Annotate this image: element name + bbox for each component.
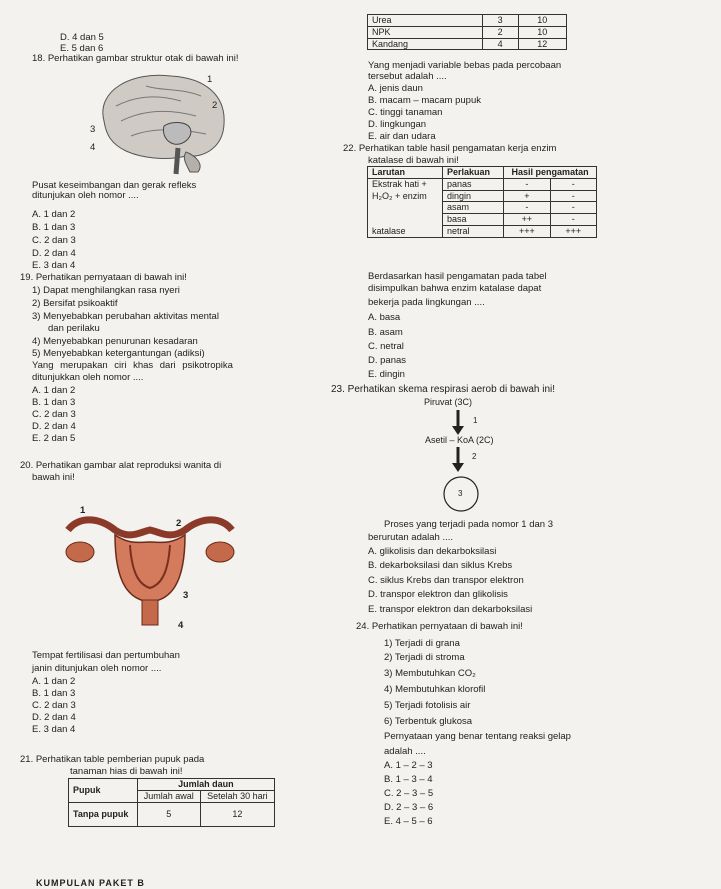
- enzyme-perlakuan-netral: netral: [442, 225, 503, 237]
- q24-stem: 24. Perhatikan pernyataan di bawah ini!: [356, 621, 523, 632]
- q24-option-b[interactable]: B. 1 – 3 – 4: [384, 774, 433, 785]
- q19-option-c[interactable]: C. 2 dan 3: [32, 409, 76, 420]
- q24-item-1: 1) Terjadi di grana: [384, 638, 460, 649]
- q17-option-e[interactable]: E. 5 dan 6: [60, 43, 104, 54]
- q20-option-e[interactable]: E. 3 dan 4: [32, 724, 76, 735]
- q23-option-c[interactable]: C. siklus Krebs dan transpor elektron: [368, 575, 524, 586]
- brain-label-3: 3: [90, 124, 96, 135]
- uterus-label-1: 1: [80, 505, 86, 516]
- q24-question-line2: adalah ....: [384, 746, 426, 757]
- q23-option-e[interactable]: E. transpor elektron dan dekarboksilasi: [368, 604, 533, 615]
- q21-option-d[interactable]: D. lingkungan: [368, 119, 427, 130]
- q20-option-d[interactable]: D. 2 dan 4: [32, 712, 76, 723]
- q23-option-b[interactable]: B. dekarboksilasi dan siklus Krebs: [368, 560, 513, 571]
- q21-option-a[interactable]: A. jenis daun: [368, 83, 423, 94]
- brain-label-1: 1: [207, 74, 213, 85]
- enzyme-perlakuan-asam: asam: [442, 202, 503, 214]
- enzyme-hasil-basa-2: -: [550, 214, 596, 226]
- q20-stem-line1: 20. Perhatikan gambar alat reproduksi wanita di: [20, 460, 222, 471]
- q19-stem: 19. Perhatikan pernyataan di bawah ini!: [20, 272, 187, 283]
- enzyme-hasil-panas-1: -: [504, 178, 550, 190]
- q24-option-a[interactable]: A. 1 – 2 – 3: [384, 760, 433, 771]
- q19-option-b[interactable]: B. 1 dan 3: [32, 397, 76, 408]
- q18-question-line2: ditunjukan oleh nomor ....: [32, 190, 139, 201]
- q22-stem-line2: katalase di bawah ini!: [368, 155, 459, 166]
- q21-option-c[interactable]: C. tinggi tanaman: [368, 107, 443, 118]
- enzyme-hasil-basa-1: ++: [504, 214, 550, 226]
- q22-option-c[interactable]: C. netral: [368, 341, 404, 352]
- q19-question-line1: Yang merupakan ciri khas dari psikotropika: [32, 360, 233, 371]
- fert-row-kandang-awal: 4: [482, 38, 518, 50]
- q19-item-5: 5) Menyebabkan ketergantungan (adiksi): [32, 348, 205, 359]
- q19-item-1: 1) Dapat menghilangkan rasa nyeri: [32, 285, 180, 296]
- q18-option-c[interactable]: C. 2 dan 3: [32, 235, 76, 246]
- fert-row-npk-setelah: 10: [518, 26, 566, 38]
- brain-label-2: 2: [212, 100, 218, 111]
- enzyme-hasil-panas-2: -: [550, 178, 596, 190]
- q23-option-d[interactable]: D. transpor elektron dan glikolisis: [368, 589, 508, 600]
- scheme-label-3: 3: [458, 489, 463, 498]
- q22-stem-line1: 22. Perhatikan table hasil pengamatan kerja enzim: [343, 143, 557, 154]
- enzyme-larutan-5: katalase: [368, 225, 443, 237]
- enzyme-hasil-asam-1: -: [504, 202, 550, 214]
- q22-question-line1: Berdasarkan hasil pengamatan pada tabel: [368, 271, 547, 282]
- fert-row-urea-awal: 3: [482, 15, 518, 27]
- q18-question-line1: Pusat keseimbangan dan gerak refleks: [32, 180, 197, 191]
- q18-option-e[interactable]: E. 3 dan 4: [32, 260, 76, 271]
- q20-option-c[interactable]: C. 2 dan 3: [32, 700, 76, 711]
- enzyme-larutan-2: H₂O₂ + enzim: [368, 190, 443, 202]
- q20-stem-line2: bawah ini!: [32, 472, 75, 483]
- enzyme-perlakuan-panas: panas: [442, 178, 503, 190]
- enzyme-header-hasil: Hasil pengamatan: [504, 167, 597, 179]
- q20-option-a[interactable]: A. 1 dan 2: [32, 676, 76, 687]
- footer-label: KUMPULAN PAKET B: [36, 878, 145, 888]
- q19-item-4: 4) Menyebabkan penurunan kesadaran: [32, 336, 198, 347]
- enzyme-hasil-netral-1: +++: [504, 225, 550, 237]
- fert-header-setelah-30: Setelah 30 hari: [200, 790, 274, 802]
- fert-row-kandang-label: Kandang: [368, 38, 483, 50]
- q19-question-line2: ditunjukkan oleh nomor ....: [32, 372, 144, 383]
- uterus-figure: [60, 490, 240, 630]
- q24-item-4: 4) Membutuhkan klorofil: [384, 684, 486, 695]
- scheme-arrow-2: [452, 447, 464, 473]
- fert-row-urea-label: Urea: [368, 15, 483, 27]
- enzyme-hasil-dingin-1: +: [504, 190, 550, 202]
- enzyme-hasil-asam-2: -: [550, 202, 596, 214]
- q22-option-d[interactable]: D. panas: [368, 355, 407, 366]
- uterus-label-4: 4: [178, 620, 184, 631]
- q19-option-d[interactable]: D. 2 dan 4: [32, 421, 76, 432]
- q22-option-e[interactable]: E. dingin: [368, 369, 405, 380]
- q24-question-line1: Pernyataan yang benar tentang reaksi gelap: [384, 731, 571, 742]
- scheme-label-2: 2: [472, 452, 477, 461]
- fert-row-tanpa-setelah: 12: [200, 802, 274, 826]
- q24-option-d[interactable]: D. 2 – 3 – 6: [384, 802, 434, 813]
- fert-row-tanpa-awal: 5: [137, 802, 200, 826]
- q23-question-line2: berurutan adalah ....: [368, 532, 454, 543]
- q21-option-b[interactable]: B. macam – macam pupuk: [368, 95, 481, 106]
- q21-stem-line1: 21. Perhatikan table pemberian pupuk pada: [20, 754, 205, 765]
- enzyme-larutan-3: [368, 202, 443, 214]
- fert-row-tanpa-label: Tanpa pupuk: [69, 802, 138, 826]
- enzyme-hasil-dingin-2: -: [550, 190, 596, 202]
- q24-item-2: 2) Terjadi di stroma: [384, 652, 465, 663]
- q23-option-a[interactable]: A. glikolisis dan dekarboksilasi: [368, 546, 497, 557]
- q20-question-line2: janin ditunjukan oleh nomor ....: [32, 663, 162, 674]
- fertilizer-table-right: [367, 14, 567, 50]
- brain-label-4: 4: [90, 142, 96, 153]
- q19-item-2: 2) Bersifat psikoaktif: [32, 298, 118, 309]
- enzyme-perlakuan-basa: basa: [442, 214, 503, 226]
- fert-header-jumlah-daun: Jumlah daun: [137, 779, 274, 791]
- enzyme-header-perlakuan: Perlakuan: [442, 167, 503, 179]
- fert-row-kandang-setelah: 12: [518, 38, 566, 50]
- q23-question-line1: Proses yang terjadi pada nomor 1 dan 3: [384, 519, 553, 530]
- q23-stem: 23. Perhatikan skema respirasi aerob di bawah ini!: [331, 384, 556, 395]
- q24-item-5: 5) Terjadi fotolisis air: [384, 700, 471, 711]
- q24-item-3: 3) Membutuhkan CO₂: [384, 668, 476, 679]
- scheme-asetil-koa: Asetil – KoA (2C): [425, 435, 494, 445]
- q19-item-3: 3) Menyebabkan perubahan aktivitas mental: [32, 311, 219, 322]
- q22-question-line3: bekerja pada lingkungan ....: [368, 297, 485, 308]
- fert-header-pupuk: Pupuk: [69, 779, 138, 803]
- q21-stem-line2: tanaman hias di bawah ini!: [70, 766, 183, 777]
- q21-question-line2: tersebut adalah ....: [368, 71, 447, 82]
- q22-option-a[interactable]: A. basa: [368, 312, 401, 323]
- q18-option-b[interactable]: B. 1 dan 3: [32, 222, 76, 233]
- brain-figure: [86, 66, 236, 176]
- enzyme-hasil-netral-2: +++: [550, 225, 596, 237]
- q22-question-line2: disimpulkan bahwa enzim katalase dapat: [368, 283, 542, 294]
- fertilizer-table-left: [68, 778, 275, 827]
- uterus-label-3: 3: [183, 590, 189, 601]
- q24-option-e[interactable]: E. 4 – 5 – 6: [384, 816, 433, 827]
- scheme-arrow-1: [452, 410, 464, 436]
- q19-option-a[interactable]: A. 1 dan 2: [32, 385, 76, 396]
- q17-option-d[interactable]: D. 4 dan 5: [60, 32, 104, 43]
- scheme-label-1: 1: [473, 416, 478, 425]
- fert-header-jumlah-awal: Jumlah awal: [137, 790, 200, 802]
- scheme-piruvat: Piruvat (3C): [424, 397, 473, 407]
- q19-item-3-cont: dan perilaku: [48, 323, 100, 334]
- enzyme-larutan-4: [368, 214, 443, 226]
- enzyme-table: [367, 166, 597, 238]
- q24-option-c[interactable]: C. 2 – 3 – 5: [384, 788, 434, 799]
- fert-row-urea-setelah: 10: [518, 15, 566, 27]
- fert-row-npk-label: NPK: [368, 26, 483, 38]
- q21-question-line1: Yang menjadi variable bebas pada percobaan: [368, 60, 562, 71]
- q20-question-line1: Tempat fertilisasi dan pertumbuhan: [32, 650, 180, 661]
- q19-option-e[interactable]: E. 2 dan 5: [32, 433, 76, 444]
- enzyme-header-larutan: Larutan: [368, 167, 443, 179]
- uterus-label-2: 2: [176, 518, 182, 529]
- enzyme-perlakuan-dingin: dingin: [442, 190, 503, 202]
- q22-option-b[interactable]: B. asam: [368, 327, 403, 338]
- q20-option-b[interactable]: B. 1 dan 3: [32, 688, 76, 699]
- q21-option-e[interactable]: E. air dan udara: [368, 131, 436, 142]
- q18-option-d[interactable]: D. 2 dan 4: [32, 248, 76, 259]
- q24-item-6: 6) Terbentuk glukosa: [384, 716, 473, 727]
- enzyme-larutan-1: Ekstrak hati +: [368, 178, 443, 190]
- q18-stem: 18. Perhatikan gambar struktur otak di bawah ini!: [32, 53, 239, 64]
- fert-row-npk-awal: 2: [482, 26, 518, 38]
- q18-option-a[interactable]: A. 1 dan 2: [32, 209, 76, 220]
